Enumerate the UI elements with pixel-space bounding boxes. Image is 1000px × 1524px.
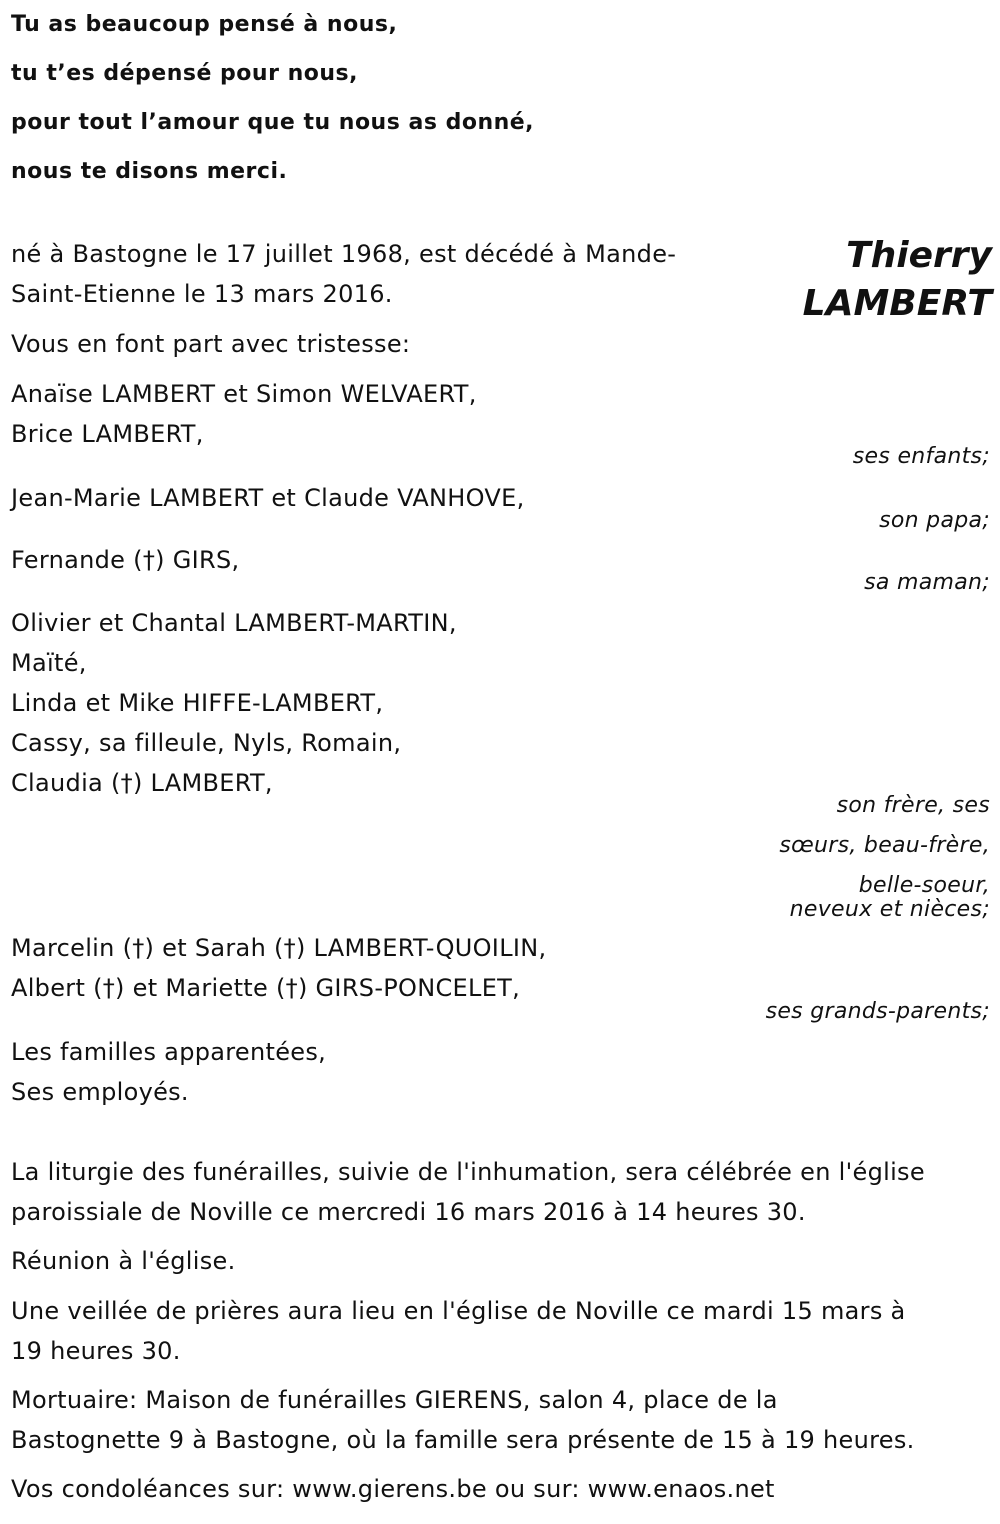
relation-label: ses grands-parents; (765, 999, 990, 1024)
family-member: Olivier et Chantal LAMBERT-MARTIN, (11, 609, 457, 637)
family-member: Jean-Marie LAMBERT et Claude VANHOVE, (11, 484, 525, 512)
funeral-mortuary-line: Mortuaire: Maison de funérailles GIERENS, salon 4, place de la (11, 1386, 778, 1414)
relation-label: belle-soeur, (858, 873, 990, 898)
deceased-last-name: LAMBERT (802, 283, 992, 324)
family-member: Albert (†) et Mariette (†) GIRS-PONCELET, (11, 974, 521, 1002)
family-member: Claudia (†) LAMBERT, (11, 769, 273, 797)
funeral-condolences: Vos condoléances sur: www.gierens.be ou sur: www.enaos.net (11, 1475, 775, 1503)
announcement: Vous en font part avec tristesse: (11, 330, 411, 358)
birth-death-line: Saint-Etienne le 13 mars 2016. (11, 280, 393, 308)
family-member: Fernande (†) GIRS, (11, 546, 240, 574)
funeral-liturgy-line: paroissiale de Noville ce mercredi 16 mars 2016 à 14 heures 30. (11, 1198, 806, 1226)
funeral-liturgy-line: La liturgie des funérailles, suivie de l'inhumation, sera célébrée en l'église (11, 1158, 925, 1186)
family-member: Linda et Mike HIFFE-LAMBERT, (11, 689, 384, 717)
relation-label: neveux et nièces; (789, 897, 990, 922)
poem-line: pour tout l’amour que tu nous as donné, (11, 110, 535, 135)
funeral-vigil-line: 19 heures 30. (11, 1337, 181, 1365)
family-member: Maïté, (11, 649, 87, 677)
relation-label: sa maman; (864, 570, 990, 595)
funeral-meeting: Réunion à l'église. (11, 1247, 236, 1275)
family-member: Les familles apparentées, (11, 1038, 327, 1066)
relation-label: son papa; (879, 508, 990, 533)
poem-line: nous te disons merci. (11, 159, 288, 184)
family-member: Ses employés. (11, 1078, 189, 1106)
family-member: Brice LAMBERT, (11, 420, 204, 448)
poem-line: Tu as beaucoup pensé à nous, (11, 12, 398, 37)
family-member: Marcelin (†) et Sarah (†) LAMBERT-QUOILIN, (11, 934, 547, 962)
funeral-vigil-line: Une veillée de prières aura lieu en l'église de Noville ce mardi 15 mars à (11, 1297, 906, 1325)
family-member: Anaïse LAMBERT et Simon WELVAERT, (11, 380, 477, 408)
relation-label: ses enfants; (852, 444, 990, 469)
relation-label: sœurs, beau-frère, (779, 833, 990, 858)
birth-death-line: né à Bastogne le 17 juillet 1968, est décédé à Mande- (11, 240, 677, 268)
family-member: Cassy, sa filleule, Nyls, Romain, (11, 729, 402, 757)
deceased-first-name: Thierry (846, 235, 992, 276)
relation-label: son frère, ses (836, 793, 990, 818)
poem-line: tu t’es dépensé pour nous, (11, 61, 358, 86)
funeral-mortuary-line: Bastognette 9 à Bastogne, où la famille sera présente de 15 à 19 heures. (11, 1426, 915, 1454)
